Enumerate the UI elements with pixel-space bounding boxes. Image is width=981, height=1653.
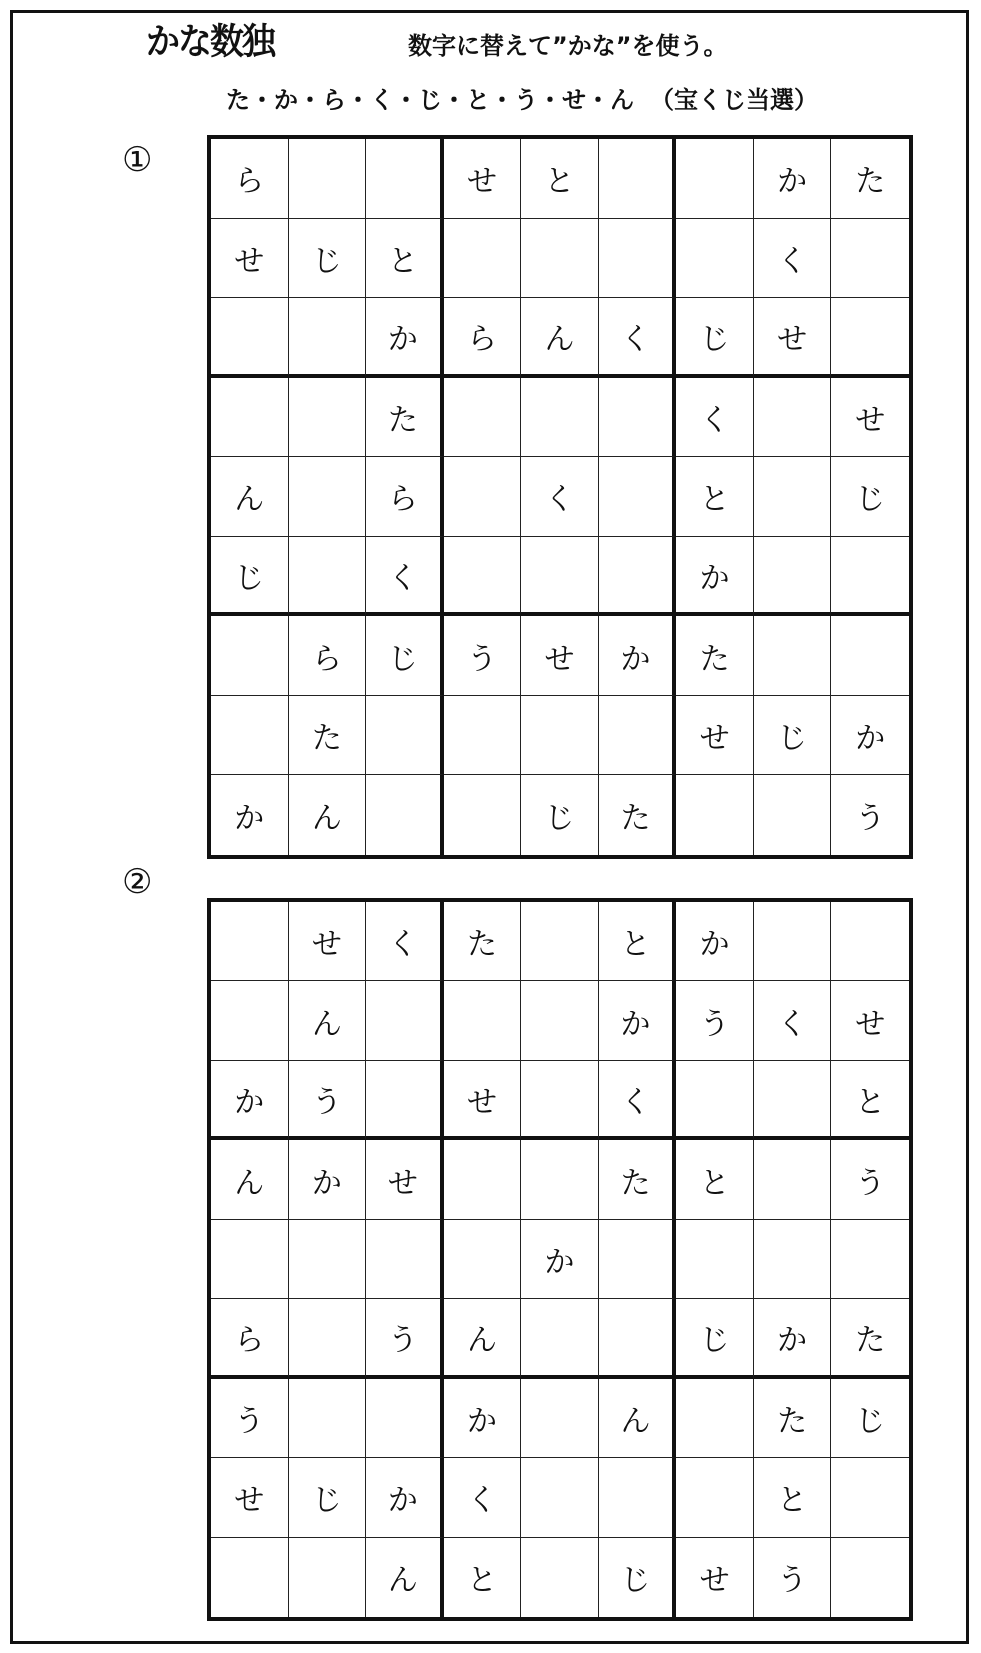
given-cell: た bbox=[289, 696, 367, 776]
given-cell: く bbox=[521, 457, 599, 537]
empty-cell[interactable] bbox=[444, 537, 522, 617]
given-cell: く bbox=[366, 902, 444, 981]
empty-cell[interactable] bbox=[289, 457, 367, 537]
given-cell: じ bbox=[831, 1379, 909, 1458]
given-cell: せ bbox=[211, 219, 289, 299]
empty-cell[interactable] bbox=[599, 1299, 677, 1378]
given-cell: ん bbox=[444, 1299, 522, 1378]
empty-cell[interactable] bbox=[211, 696, 289, 776]
empty-cell[interactable] bbox=[211, 981, 289, 1060]
empty-cell[interactable] bbox=[521, 1538, 599, 1617]
empty-cell[interactable] bbox=[676, 219, 754, 299]
puzzle-1-label: ① bbox=[122, 140, 153, 180]
given-cell: と bbox=[676, 457, 754, 537]
given-cell: か bbox=[676, 902, 754, 981]
empty-cell[interactable] bbox=[521, 1379, 599, 1458]
given-cell: せ bbox=[754, 298, 832, 378]
given-cell: た bbox=[444, 902, 522, 981]
empty-cell[interactable] bbox=[599, 537, 677, 617]
given-cell: か bbox=[754, 139, 832, 219]
empty-cell[interactable] bbox=[521, 696, 599, 776]
given-cell: か bbox=[289, 1140, 367, 1219]
empty-cell[interactable] bbox=[444, 1140, 522, 1219]
empty-cell[interactable] bbox=[521, 902, 599, 981]
given-cell: ん bbox=[599, 1379, 677, 1458]
given-cell: と bbox=[599, 902, 677, 981]
given-cell: う bbox=[831, 1140, 909, 1219]
empty-cell[interactable] bbox=[211, 1220, 289, 1299]
empty-cell[interactable] bbox=[676, 1220, 754, 1299]
given-cell: ら bbox=[444, 298, 522, 378]
empty-cell[interactable] bbox=[521, 1140, 599, 1219]
empty-cell[interactable] bbox=[521, 1458, 599, 1537]
empty-cell[interactable] bbox=[754, 457, 832, 537]
empty-cell[interactable] bbox=[831, 1458, 909, 1537]
empty-cell[interactable] bbox=[444, 1220, 522, 1299]
empty-cell[interactable] bbox=[676, 1379, 754, 1458]
empty-cell[interactable] bbox=[211, 902, 289, 981]
empty-cell[interactable] bbox=[754, 616, 832, 696]
empty-cell[interactable] bbox=[599, 1458, 677, 1537]
empty-cell[interactable] bbox=[676, 1458, 754, 1537]
given-cell: じ bbox=[676, 1299, 754, 1378]
empty-cell[interactable] bbox=[599, 696, 677, 776]
given-cell: た bbox=[754, 1379, 832, 1458]
empty-cell[interactable] bbox=[521, 1299, 599, 1378]
empty-cell[interactable] bbox=[599, 139, 677, 219]
empty-cell[interactable] bbox=[289, 1538, 367, 1617]
empty-cell[interactable] bbox=[289, 537, 367, 617]
empty-cell[interactable] bbox=[521, 219, 599, 299]
empty-cell[interactable] bbox=[289, 139, 367, 219]
empty-cell[interactable] bbox=[831, 298, 909, 378]
empty-cell[interactable] bbox=[676, 1061, 754, 1140]
empty-cell[interactable] bbox=[754, 1061, 832, 1140]
given-cell: ん bbox=[521, 298, 599, 378]
given-cell: く bbox=[599, 1061, 677, 1140]
empty-cell[interactable] bbox=[521, 981, 599, 1060]
given-cell: と bbox=[831, 1061, 909, 1140]
empty-cell[interactable] bbox=[676, 775, 754, 855]
empty-cell[interactable] bbox=[289, 378, 367, 458]
empty-cell[interactable] bbox=[211, 298, 289, 378]
empty-cell[interactable] bbox=[599, 378, 677, 458]
given-cell: と bbox=[754, 1458, 832, 1537]
given-cell: と bbox=[444, 1538, 522, 1617]
given-cell: か bbox=[599, 981, 677, 1060]
empty-cell[interactable] bbox=[599, 219, 677, 299]
given-cell: く bbox=[676, 378, 754, 458]
given-cell: ら bbox=[366, 457, 444, 537]
empty-cell[interactable] bbox=[211, 616, 289, 696]
given-cell: か bbox=[444, 1379, 522, 1458]
empty-cell[interactable] bbox=[444, 219, 522, 299]
given-cell: く bbox=[754, 219, 832, 299]
given-cell: た bbox=[676, 616, 754, 696]
given-cell: ん bbox=[366, 1538, 444, 1617]
given-cell: じ bbox=[289, 1458, 367, 1537]
given-cell: た bbox=[831, 139, 909, 219]
given-cell: ら bbox=[289, 616, 367, 696]
empty-cell[interactable] bbox=[289, 298, 367, 378]
given-cell: く bbox=[444, 1458, 522, 1537]
empty-cell[interactable] bbox=[366, 981, 444, 1060]
given-cell: か bbox=[211, 775, 289, 855]
empty-cell[interactable] bbox=[521, 1061, 599, 1140]
given-cell: か bbox=[599, 616, 677, 696]
given-cell: う bbox=[855, 801, 886, 837]
given-cell: せ bbox=[676, 696, 754, 776]
given-cell: と bbox=[676, 1140, 754, 1219]
empty-cell[interactable] bbox=[754, 775, 832, 855]
empty-cell[interactable] bbox=[366, 1379, 444, 1458]
given-cell: う bbox=[676, 981, 754, 1060]
empty-cell[interactable] bbox=[754, 1220, 832, 1299]
empty-cell[interactable] bbox=[831, 616, 909, 696]
sudoku-grid-2 bbox=[207, 898, 913, 1621]
given-cell: じ bbox=[599, 1538, 677, 1617]
given-cell: せ bbox=[211, 1458, 289, 1537]
given-cell: じ bbox=[211, 537, 289, 617]
empty-cell[interactable] bbox=[289, 1379, 367, 1458]
given-cell: ら bbox=[211, 139, 289, 219]
given-cell: か bbox=[211, 1061, 289, 1140]
given-cell: か bbox=[754, 1299, 832, 1378]
empty-cell[interactable] bbox=[366, 775, 444, 855]
empty-cell[interactable] bbox=[599, 457, 677, 537]
kana-set: た・か・ら・く・じ・と・う・せ・ん bbox=[226, 86, 634, 114]
given-cell: く bbox=[599, 298, 677, 378]
empty-cell[interactable] bbox=[831, 1538, 909, 1617]
empty-cell[interactable] bbox=[444, 981, 522, 1060]
given-cell: じ bbox=[831, 457, 909, 537]
empty-cell[interactable] bbox=[289, 1299, 367, 1378]
empty-cell[interactable] bbox=[754, 378, 832, 458]
empty-cell[interactable] bbox=[754, 1140, 832, 1219]
given-cell: う bbox=[754, 1538, 832, 1617]
empty-cell[interactable] bbox=[366, 1061, 444, 1140]
given-cell: う bbox=[211, 1379, 289, 1458]
empty-cell[interactable] bbox=[831, 902, 909, 981]
instructions: 数字に替えて”かな”を使う。 bbox=[408, 32, 728, 60]
given-cell: か bbox=[366, 298, 444, 378]
given-cell: せ bbox=[831, 981, 909, 1060]
given-cell: か bbox=[366, 1458, 444, 1537]
given-cell: せ bbox=[521, 616, 599, 696]
empty-cell[interactable] bbox=[599, 1220, 677, 1299]
given-cell: う bbox=[366, 1299, 444, 1378]
empty-cell[interactable] bbox=[831, 219, 909, 299]
given-cell: ん bbox=[289, 981, 367, 1060]
empty-cell[interactable] bbox=[366, 1220, 444, 1299]
empty-cell[interactable] bbox=[676, 139, 754, 219]
given-cell: せ bbox=[831, 378, 909, 458]
given-cell: じ bbox=[366, 616, 444, 696]
empty-cell[interactable] bbox=[754, 902, 832, 981]
given-cell: じ bbox=[676, 298, 754, 378]
empty-cell[interactable] bbox=[211, 378, 289, 458]
given-cell: た bbox=[599, 775, 677, 855]
given-cell: ら bbox=[211, 1299, 289, 1378]
given-cell: じ bbox=[521, 775, 599, 855]
given-cell: う bbox=[289, 1061, 367, 1140]
given-cell: せ bbox=[289, 902, 367, 981]
given-cell: か bbox=[831, 696, 909, 776]
given-cell: と bbox=[521, 139, 599, 219]
empty-cell[interactable] bbox=[444, 378, 522, 458]
empty-cell[interactable] bbox=[521, 378, 599, 458]
empty-cell[interactable] bbox=[366, 696, 444, 776]
given-cell: じ bbox=[754, 696, 832, 776]
empty-cell[interactable] bbox=[366, 139, 444, 219]
given-cell: ん bbox=[211, 457, 289, 537]
given-cell: く bbox=[366, 537, 444, 617]
given-cell: じ bbox=[289, 219, 367, 299]
empty-cell[interactable] bbox=[831, 537, 909, 617]
empty-cell[interactable] bbox=[211, 1538, 289, 1617]
given-cell: く bbox=[754, 981, 832, 1060]
empty-cell[interactable] bbox=[521, 537, 599, 617]
page-title: かな数独 bbox=[146, 21, 274, 64]
puzzle-2-label: ② bbox=[122, 862, 153, 902]
given-cell: ん bbox=[211, 1140, 289, 1219]
empty-cell[interactable] bbox=[754, 537, 832, 617]
given-cell: か bbox=[676, 537, 754, 617]
given-cell: と bbox=[366, 219, 444, 299]
kana-meaning: （宝くじ当選） bbox=[650, 86, 818, 114]
empty-cell[interactable] bbox=[831, 1220, 909, 1299]
empty-cell[interactable] bbox=[444, 457, 522, 537]
given-cell: せ bbox=[444, 139, 522, 219]
given-cell: か bbox=[521, 1220, 599, 1299]
given-cell: ん bbox=[289, 775, 367, 855]
given-cell: た bbox=[366, 378, 444, 458]
given-cell: せ bbox=[444, 1061, 522, 1140]
empty-cell[interactable] bbox=[444, 696, 522, 776]
given-cell: せ bbox=[366, 1140, 444, 1219]
empty-cell[interactable] bbox=[289, 1220, 367, 1299]
given-cell: う bbox=[444, 616, 522, 696]
given-cell: せ bbox=[676, 1538, 754, 1617]
given-cell: た bbox=[831, 1299, 909, 1378]
given-cell: た bbox=[599, 1140, 677, 1219]
sudoku-grid-1 bbox=[207, 135, 913, 859]
empty-cell[interactable] bbox=[444, 775, 522, 855]
